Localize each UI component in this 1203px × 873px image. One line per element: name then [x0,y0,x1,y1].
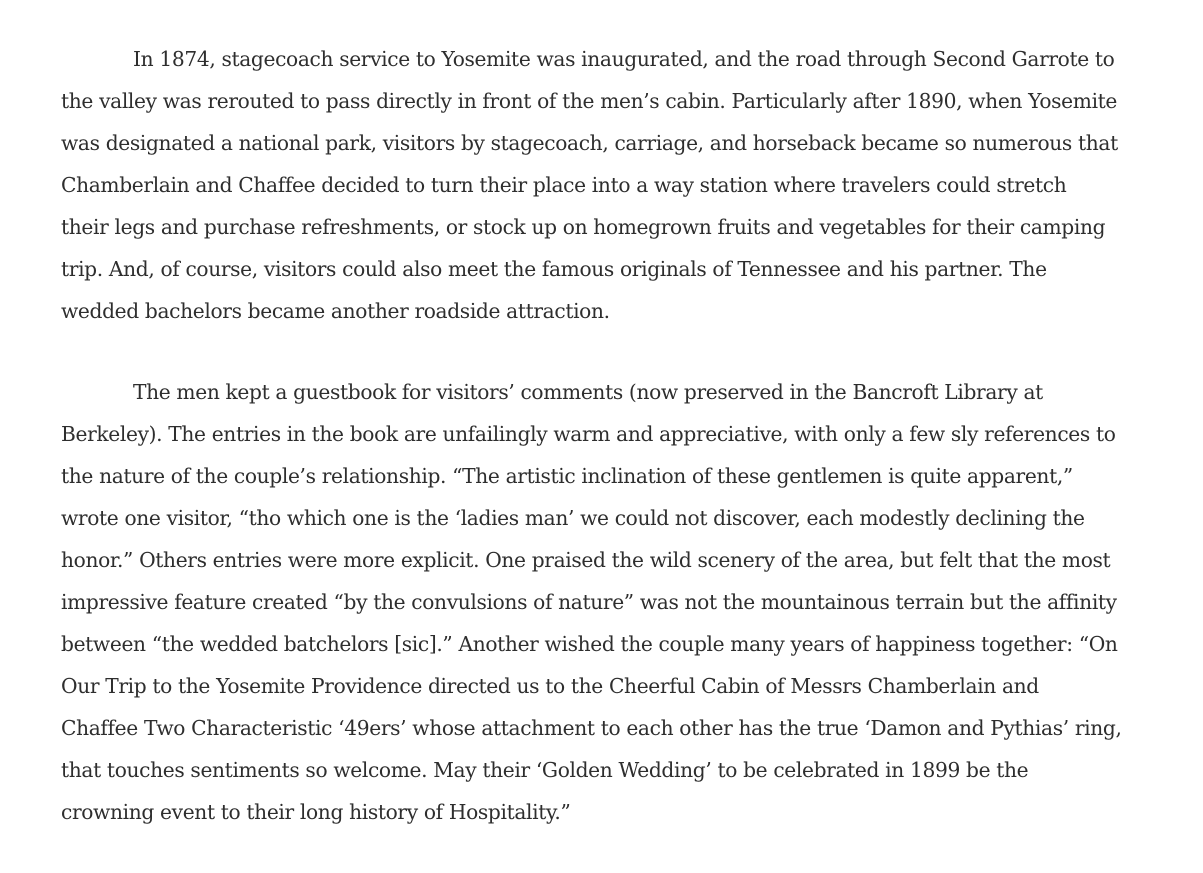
paragraph-line: wedded bachelors became another roadside attraction. [61,299,610,323]
paragraph-line: Our Trip to the Yosemite Providence directed us to the Cheerful Cabin of Messrs Chamberlain and [61,674,1039,698]
paragraph-line: between “the wedded batchelors [sic].” Another wished the couple many years of happiness together: “On [61,632,1118,656]
paragraph-line: Berkeley). The entries in the book are unfailingly warm and appreciative, with only a few sly references to [61,422,1116,446]
paragraph-line: was designated a national park, visitors by stagecoach, carriage, and horseback became so numerous that [61,131,1118,155]
paragraph-line: the valley was rerouted to pass directly in front of the men’s cabin. Particularly after 1890, when Yosemite [61,89,1118,113]
paragraph-line: Chaffee Two Characteristic ‘49ers’ whose attachment to each other has the true ‘Damon and Pythias’ ring, [61,716,1122,740]
paragraph-line: crowning event to their long history of Hospitality.” [61,800,571,824]
paragraph-line: In 1874, stagecoach service to Yosemite was inaugurated, and the road through Second Garrote to [133,47,1115,71]
paragraph-line: Chamberlain and Chaffee decided to turn their place into a way station where travelers could stretch [61,173,1067,197]
paragraph-line: honor.” Others entries were more explicit. One praised the wild scenery of the area, but felt that the most [61,548,1111,572]
paragraph-line: the nature of the couple’s relationship. “The artistic inclination of these gentlemen is quite apparent,” [61,464,1073,488]
paragraph-line: that touches sentiments so welcome. May their ‘Golden Wedding’ to be celebrated in 1899 be the [61,758,1029,782]
paragraph-line: wrote one visitor, “tho which one is the ‘ladies man’ we could not discover, each modestly declining the [61,506,1085,530]
paragraph-line: impressive feature created “by the convulsions of nature” was not the mountainous terrain but the affinity [61,590,1117,614]
paragraph-line: trip. And, of course, visitors could also meet the famous originals of Tennessee and his partner. The [61,257,1047,281]
paragraph-line: their legs and purchase refreshments, or stock up on homegrown fruits and vegetables for their camping [61,215,1106,239]
paragraph-line: The men kept a guestbook for visitors’ comments (now preserved in the Bancroft Library at [133,380,1043,404]
